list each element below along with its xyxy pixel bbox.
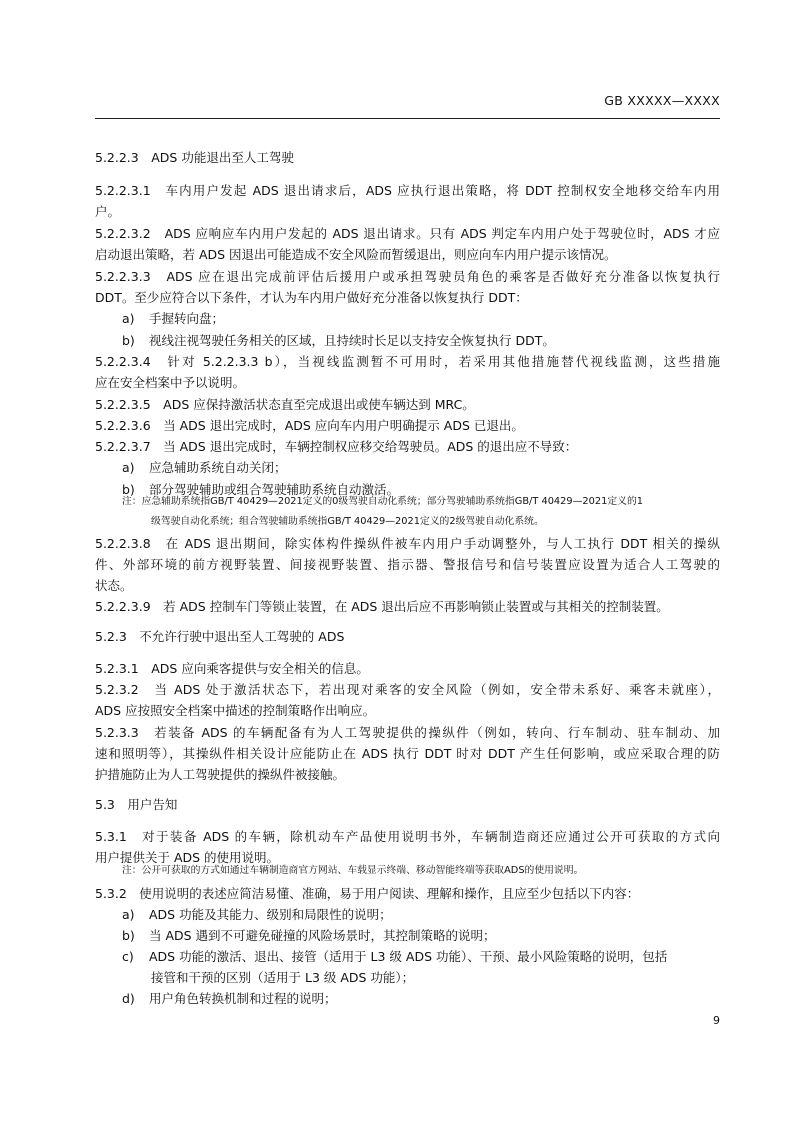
paragraph-line: 5.3.1 对于装备 ADS 的车辆，除机动车产品使用说明书外，车辆制造商还应通过公开可获取的方式向 [95,829,720,844]
list-item [122,331,720,350]
paragraph-line: ADS 应按照安全档案中描述的控制策略作出响应。 [95,703,376,718]
paragraph-line: 户。 [95,204,121,219]
paragraph-line: 5.2.3.1 ADS 应向乘客提供与安全相关的信息。 [95,661,369,676]
list-item [122,309,720,328]
paragraph-line: 5.2.2.3.4 针对 5.2.2.3.3 b），当视线监测暂不可用时，若采用其他措施替代视线监测，这些措施 [95,354,720,369]
page-number: 9 [713,1014,720,1027]
list-item [122,926,720,945]
paragraph-line: 速和照明等），其操纵件相关设计应能防止在 ADS 执行 DDT 时对 DDT 产生任何影响，或应采取合理的防 [95,746,720,761]
paragraph-line: 5.2.2.3.9 若 ADS 控制车门等锁止装置，在 ADS 退出后应不再影响锁止装置或与其相关的控制装置。 [95,599,669,614]
list-item [122,947,720,966]
list-tag: b) [122,928,135,943]
note-line: 级驾驶自动化系统；组合驾驶辅助系统指GB/T 40429—2021定义的2级驾驶自动化系统。 [151,516,544,527]
list-item [122,905,720,924]
paragraph-line: 5.2.2.3.6 当 ADS 退出完成时，ADS 应向车内用户明确提示 ADS 已退出。 [95,418,524,433]
paragraph-line: 5.2.3.3 若装备 ADS 的车辆配备有为人工驾驶提供的操纵件（例如，转向、行车制动、驻车制动、加 [95,725,720,740]
paragraph-line: 5.2.2.3.5 ADS 应保持激活状态直至完成退出或使车辆达到 MRC。 [95,397,475,412]
paragraph-line: 护措施防止为人工驾驶提供的操纵件被接触。 [95,767,346,782]
section-heading: 5.2.3 不允许行驶中退出至人工驾驶的 ADS [95,629,345,644]
paragraph-line: 5.2.2.3.3 ADS 应在退出完成前评估后援用户或承担驾驶员角色的乘客是否做好充分准备以恢复执行 [95,269,720,284]
list-text: 应急辅助系统自动关闭； [149,460,287,475]
list-text: 当 ADS 遇到不可避免碰撞的风险场景时，其控制策略的说明； [149,928,496,943]
list-tag: a) [122,907,135,922]
list-text: ADS 功能的激活、退出、接管（适用于 L3 级 ADS 功能）、干预、最小风险策略的说明，包括 [149,949,668,964]
list-text: 手握转向盘； [149,311,225,326]
paragraph-line: 件、外部环境的前方视野装置、间接视野装置、指示器、警报信号和信号装置应设置为适合人工驾驶的 [95,557,720,572]
header-rule [95,118,720,119]
list-tag: a) [122,311,135,326]
paragraph-line: 状态。 [95,578,133,593]
list-item [122,989,720,1008]
list-item-continuation: 接管和干预的区别（适用于 L3 级 ADS 功能）； [151,970,415,985]
list-text: 部分驾驶辅助或组合驾驶辅助系统自动激活。 [149,482,400,497]
list-text: 视线注视驾驶任务相关的区域，且持续时长足以支持安全恢复执行 DDT。 [149,333,555,348]
paragraph-line: 应在安全档案中予以说明。 [95,375,246,390]
list-text: 用户角色转换机制和过程的说明； [149,991,337,1006]
list-tag: a) [122,460,135,475]
paragraph-line: DDT。至少应符合以下条件，才认为车内用户做好充分准备以恢复执行 DDT： [95,290,528,305]
paragraph-line: 用户提供关于 ADS 的使用说明。 [95,850,280,865]
section-heading: 5.2.2.3 ADS 功能退出至人工驾驶 [95,150,294,165]
paragraph-line: 5.2.2.3.8 在 ADS 退出期间，除实体构件操纵件被车内用户手动调整外，与人工执行 DDT 相关的操纵 [95,536,720,551]
list-tag: c) [122,949,134,964]
list-tag: d) [122,991,135,1006]
paragraph-line: 5.3.2 使用说明的表述应简洁易懂、准确，易于用户阅读、理解和操作，且应至少包括以下内容： [95,886,640,901]
paragraph-line: 5.2.2.3.1 车内用户发起 ADS 退出请求后，ADS 应执行退出策略，将 DDT 控制权安全地移交给车内用 [95,183,720,198]
note-line: 注：应急辅助系统指GB/T 40429—2021定义的0级驾驶自动化系统；部分驾驶辅助系统指GB/T 40429—2021定义的1 [122,496,643,507]
list-tag: b) [122,482,135,497]
list-tag: b) [122,333,135,348]
list-item [122,458,720,477]
paragraph-line: 5.2.3.2 当 ADS 处于激活状态下，若出现对乘客的安全风险（例如，安全带未系好、乘客未就座）， [95,682,720,697]
paragraph-line: 5.2.2.3.7 当 ADS 退出完成时，车辆控制权应移交给驾驶员。ADS 的退出应不导致： [95,439,578,454]
note-line: 注：公开可获取的方式如通过车辆制造商官方网站、车载显示终端、移动智能终端等获取ADS的使用说明。 [122,865,584,876]
section-heading: 5.3 用户告知 [95,797,178,812]
paragraph-line: 5.2.2.3.2 ADS 应响应车内用户发起的 ADS 退出请求。只有 ADS 判定车内用户处于驾驶位时，ADS 才应 [95,226,720,241]
list-text: ADS 功能及其能力、级别和局限性的说明； [149,907,392,922]
document-code: GB XXXXX—XXXX [604,93,720,108]
paragraph-line: 启动退出策略，若 ADS 因退出可能造成不安全风险而暂缓退出，则应向车内用户提示该情况。 [95,247,617,262]
